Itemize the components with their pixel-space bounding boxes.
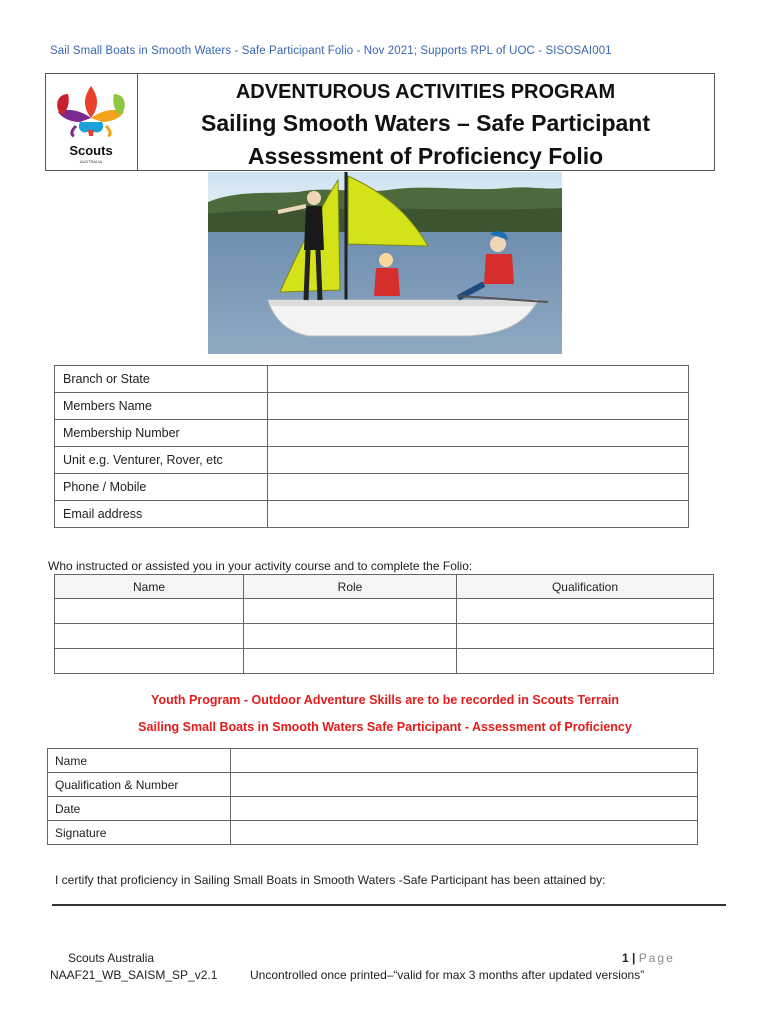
table-row — [55, 649, 714, 674]
assessor-signature-field[interactable] — [231, 821, 698, 845]
folio-title: Sailing Smooth Waters – Safe Participant — [200, 110, 651, 136]
page-number — [622, 951, 675, 965]
assessor-date-field[interactable] — [231, 797, 698, 821]
program-title: ADVENTUROUS ACTIVITIES PROGRAM — [235, 81, 616, 103]
assessor-table — [47, 748, 698, 845]
table-row — [55, 599, 714, 624]
instructor-role-cell[interactable] — [244, 599, 457, 624]
logo-subtext: AUSTRALIA — [79, 159, 103, 164]
table-row — [48, 749, 698, 773]
logo-wordmark: Scouts — [69, 143, 113, 158]
instructor-name-cell[interactable] — [55, 649, 244, 674]
table-row — [48, 773, 698, 797]
table-row — [55, 420, 689, 447]
assessor-date-label: Date — [48, 797, 231, 821]
terrain-notice: Youth Program - Outdoor Adventure Skills are to be recorded in Scouts Terrain — [151, 693, 619, 707]
instructor-qualification-cell[interactable] — [457, 624, 714, 649]
email-label: Email address — [55, 501, 268, 528]
instructor-qualification-cell[interactable] — [457, 649, 714, 674]
table-row — [55, 474, 689, 501]
assessor-name-field[interactable] — [231, 749, 698, 773]
table-row — [55, 624, 714, 649]
title-box — [45, 73, 715, 171]
assessor-name-label: Name — [48, 749, 231, 773]
participant-details-table — [54, 365, 689, 528]
membership-number-field[interactable] — [268, 420, 689, 447]
scouts-logo — [46, 74, 138, 170]
sailing-boat-image — [208, 172, 562, 354]
certification-statement: I certify that proficiency in Sailing Small Boats in Smooth Waters -Safe Participant has been attained by: — [55, 873, 606, 887]
unit-field[interactable] — [268, 447, 689, 474]
document-code: NAAF21_WB_SAISM_SP_v2.1 — [50, 968, 218, 982]
instructor-qualification-cell[interactable] — [457, 599, 714, 624]
assessor-signature-label: Signature — [48, 821, 231, 845]
instructors-prompt: Who instructed or assisted you in your activity course and to complete the Folio: — [48, 559, 473, 573]
phone-field[interactable] — [268, 474, 689, 501]
table-row — [48, 797, 698, 821]
footer-organisation: Scouts Australia — [68, 951, 155, 965]
assessor-qualification-label: Qualification & Number — [48, 773, 231, 797]
table-row — [55, 447, 689, 474]
page-word: Page — [638, 951, 675, 965]
page-separator: | — [628, 951, 639, 965]
branch-field[interactable] — [268, 366, 689, 393]
assessment-heading: Sailing Small Boats in Smooth Waters Safe Participant - Assessment of Proficiency — [138, 720, 632, 734]
table-row — [55, 393, 689, 420]
col-qualification-header: Qualification — [457, 575, 714, 599]
table-row — [55, 501, 689, 528]
email-field[interactable] — [268, 501, 689, 528]
branch-label: Branch or State — [55, 366, 268, 393]
col-name-header: Name — [55, 575, 244, 599]
sailing-photo — [208, 172, 562, 354]
membership-number-label: Membership Number — [55, 420, 268, 447]
assessor-qualification-field[interactable] — [231, 773, 698, 797]
scouts-fleur-icon — [46, 74, 137, 170]
instructors-table — [54, 574, 714, 674]
instructor-role-cell[interactable] — [244, 649, 457, 674]
page-number-value: 1 — [622, 951, 629, 965]
table-row — [48, 821, 698, 845]
phone-label: Phone / Mobile — [55, 474, 268, 501]
member-name-field[interactable] — [268, 393, 689, 420]
instructor-role-cell[interactable] — [244, 624, 457, 649]
instructor-name-cell[interactable] — [55, 599, 244, 624]
unit-label: Unit e.g. Venturer, Rover, etc — [55, 447, 268, 474]
table-row — [55, 366, 689, 393]
table-header-row — [55, 575, 714, 599]
col-role-header: Role — [244, 575, 457, 599]
title-block — [137, 74, 714, 170]
uncontrolled-note: Uncontrolled once printed–“valid for max 3 months after updated versions” — [250, 968, 645, 982]
signature-line — [52, 904, 726, 906]
document-header: Sail Small Boats in Smooth Waters - Safe Participant Folio - Nov 2021; Supports RPL of UOC - SISOSAI001 — [50, 45, 612, 57]
instructor-name-cell[interactable] — [55, 624, 244, 649]
member-name-label: Members Name — [55, 393, 268, 420]
folio-subtitle: Assessment of Proficiency Folio — [247, 143, 604, 169]
